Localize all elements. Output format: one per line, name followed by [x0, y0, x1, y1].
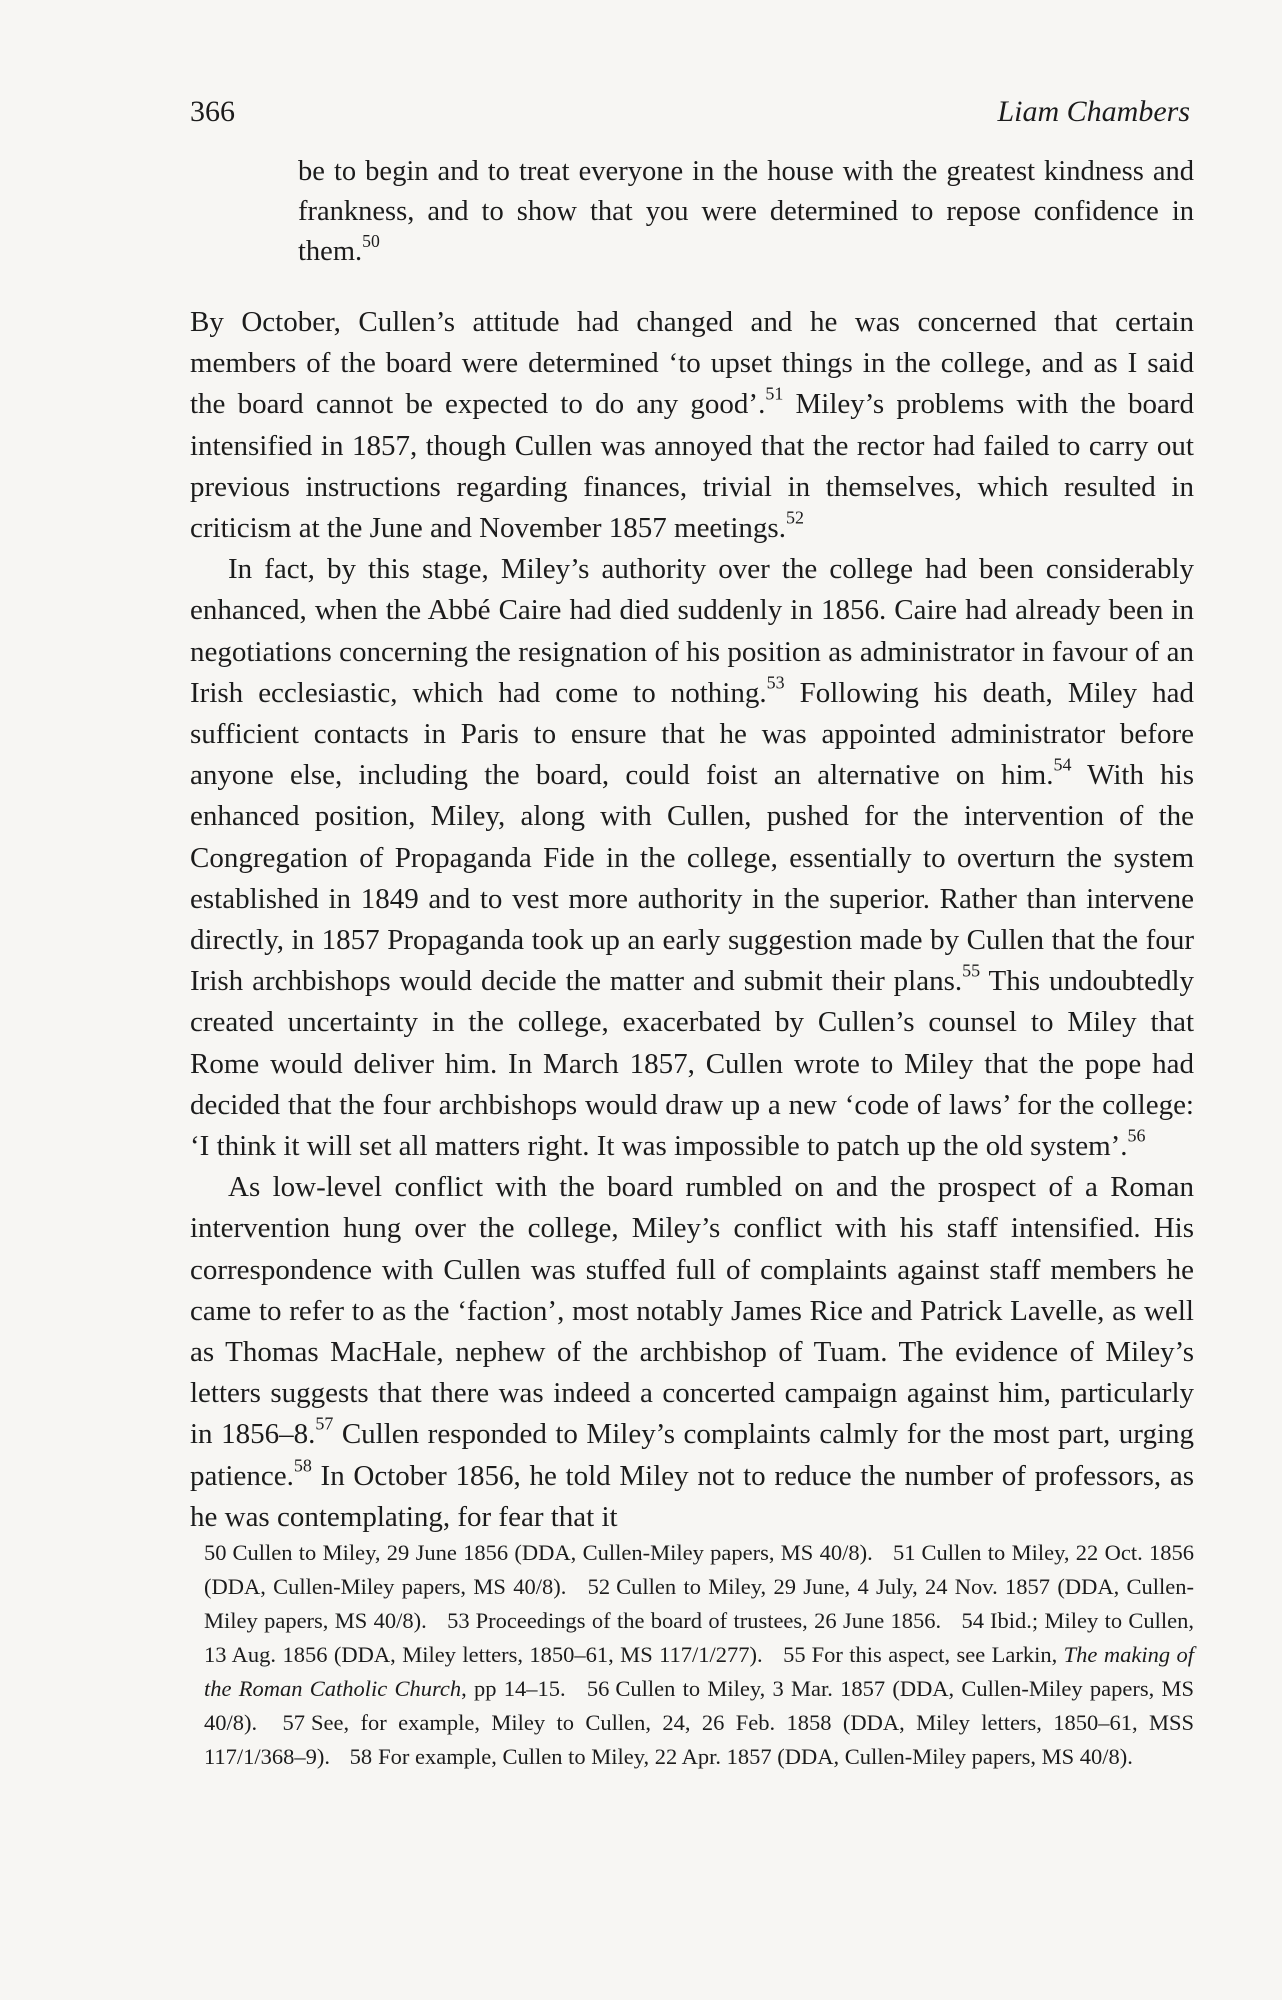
block-quote — [298, 152, 1194, 272]
footnote-ref-57[interactable]: 57 — [315, 1414, 334, 1434]
footnote-book-title: The making of the Roman Catholic Church — [204, 1642, 1195, 1701]
footnotes — [204, 1536, 1194, 1774]
page-number: 366 — [190, 95, 235, 128]
footnote-number: 50 — [204, 1540, 227, 1565]
footnote-number: 56 — [586, 1676, 610, 1701]
paragraph-2-text-b: Following his death, Miley had sufficient contacts in Paris to ensure that he was appointed administrator before anyone else, including the board, could foist an alternative on him. — [190, 676, 1194, 792]
footnote-number: 55 — [783, 1642, 806, 1667]
footnote-ref-58[interactable]: 58 — [293, 1455, 312, 1476]
footnote-ref-50[interactable]: 50 — [362, 230, 380, 251]
running-head-author: Liam Chambers — [997, 95, 1190, 128]
footnote-text: Cullen to Miley, 3 Mar. 1857 (DDA, Cullen-Miley papers, MS 40/8). — [204, 1676, 1195, 1735]
paragraph-2 — [190, 549, 1194, 1167]
footnote-number: 57 — [282, 1710, 306, 1735]
footnote-text: Cullen to Miley, 29 June 1856 (DDA, Cullen-Miley papers, MS 40/8). — [232, 1540, 873, 1565]
footnote-ref-53[interactable]: 53 — [766, 672, 785, 693]
footnote-58 — [350, 1744, 1133, 1769]
footnote-ref-55[interactable]: 55 — [962, 960, 981, 981]
paragraph-2-text-a: In fact, by this stage, Miley’s authority over the college had been considerably enhanced, when the Abbé Caire had died suddenly in 1856. Caire had already been in negotiations concerning the resignation of his position as administrator in favour of an Irish ecclesiastic, which had come to nothing. — [190, 553, 1194, 709]
running-head — [190, 92, 1190, 132]
paragraph-3-text-a: As low-level conflict with the board rumbled on and the prospect of a Roman intervention hung over the college, Miley’s conflict with his staff intensified. His correspondence with Cullen was stuffed full of complaints against staff members he came to refer to as the ‘faction’, most notably James Rice and Patrick Lavelle, as well as Thomas MacHale, nephew of the archbishop of Tuam. The evidence of Miley’s letters suggests that there was indeed a concerted campaign against him, particularly in 1856–8. — [190, 1171, 1194, 1451]
footnote-text: Ibid.; Miley to Cullen, 13 Aug. 1856 (DDA, Miley letters, 1850–61, MS 117/1/277). — [204, 1608, 1195, 1667]
footnote-ref-54[interactable]: 54 — [1053, 754, 1072, 775]
footnote-50 — [204, 1540, 873, 1565]
paragraph-3 — [190, 1167, 1194, 1538]
footnote-text: Cullen to Miley, 29 June, 4 July, 24 Nov. 1857 (DDA, Cullen-Miley papers, MS 40/8). — [204, 1574, 1194, 1633]
footnote-number: 52 — [587, 1574, 611, 1599]
paragraph-2-text-d: This undoubtedly created uncertainty in the college, exacerbated by Cullen’s counsel to Miley that Rome would deliver him. In March 1857, Cullen wrote to Miley that the pope had decided that the four archbishops would draw up a new ‘code of laws’ for the college: ‘I think it will set all matters right. It was impossible to patch up the old system’. — [190, 965, 1194, 1163]
footnote-text: Cullen to Miley, 22 Oct. 1856 (DDA, Cullen-Miley papers, MS 40/8). — [204, 1540, 1194, 1599]
quote-text: be to begin and to treat everyone in the house with the greatest kindness and frankness, and to show that you were determined to repose confidence in them. — [298, 156, 1194, 267]
footnote-53 — [447, 1608, 941, 1633]
body-text — [190, 152, 1194, 1538]
paragraph-3-text-c: In October 1856, he told Miley not to reduce the number of professors, as he was contemplating, for fear that it — [190, 1459, 1194, 1533]
footnote-text: For example, Cullen to Miley, 22 Apr. 1857 (DDA, Cullen-Miley papers, MS 40/8). — [378, 1744, 1133, 1769]
footnote-number: 53 — [447, 1608, 470, 1633]
paragraph-3-text-b: Cullen responded to Miley’s complaints calmly for the most part, urging patience. — [190, 1418, 1194, 1492]
footnote-text-a: For this aspect, see Larkin, — [811, 1642, 1064, 1667]
paragraph-2-text-c: With his enhanced position, Miley, along with Cullen, pushed for the intervention of the Congregation of Propaganda Fide in the college, essentially to overturn the system established in 1849 and to vest more authority in the superior. Rather than intervene directly, in 1857 Propaganda took up an early suggestion made by Cullen that the four Irish archbishops would decide the matter and submit their plans. — [190, 759, 1194, 998]
paragraph-1-text-b: Miley’s problems with the board intensified in 1857, though Cullen was annoyed that the rector had failed to carry out previous instructions regarding finances, trivial in themselves, which resulted in criticism at the June and November 1857 meetings. — [190, 388, 1194, 545]
paragraph-1-text-a: By October, Cullen’s attitude had changed and he was concerned that certain members of the board were determined ‘to upset things in the college, and as I said the board cannot be expected to do any good’. — [190, 306, 1194, 421]
footnote-ref-52[interactable]: 52 — [785, 507, 804, 528]
paragraph-1 — [190, 302, 1194, 549]
footnote-number: 51 — [893, 1540, 916, 1565]
footnote-text: Proceedings of the board of trustees, 26 June 1856. — [475, 1608, 942, 1633]
footnote-ref-51[interactable]: 51 — [765, 383, 784, 404]
footnote-ref-56[interactable]: 56 — [1127, 1125, 1146, 1146]
footnote-text: See, for example, Miley to Cullen, 24, 26 Feb. 1858 (DDA, Miley letters, 1850–61, MSS 117/1/368–9). — [204, 1710, 1195, 1769]
footnote-number: 54 — [961, 1608, 985, 1633]
footnote-number: 58 — [349, 1744, 373, 1769]
footnote-text-b: , pp 14–15. — [461, 1676, 566, 1701]
